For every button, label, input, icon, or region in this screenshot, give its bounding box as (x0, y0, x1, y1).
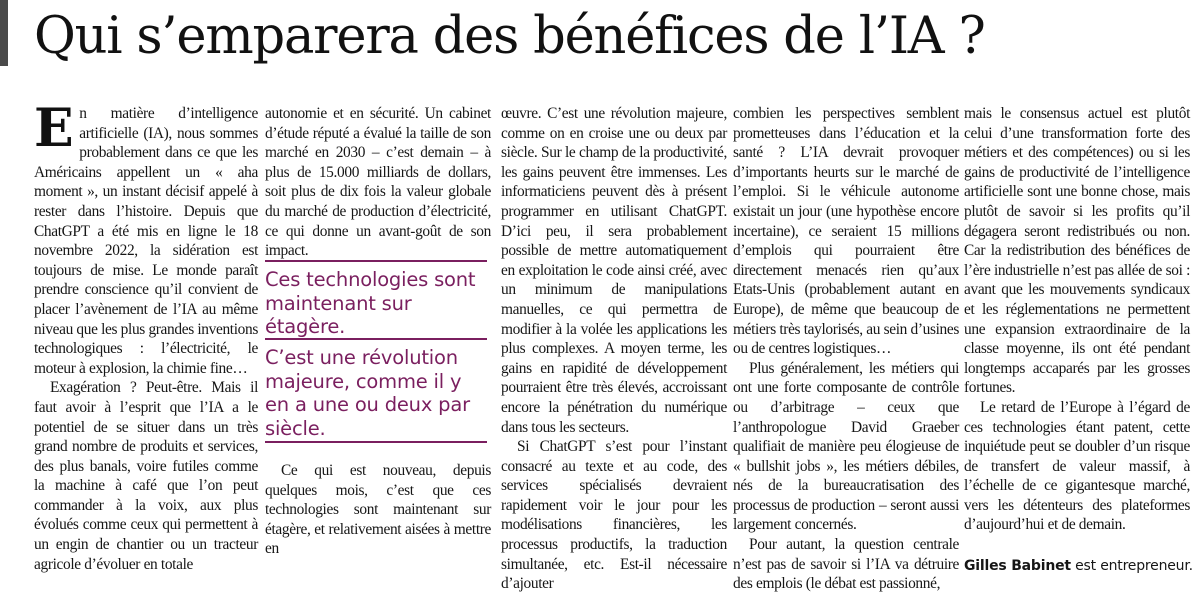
column-2 (265, 104, 491, 261)
byline (964, 557, 1193, 577)
column-1 (34, 98, 258, 574)
pullquote-rule (265, 441, 487, 443)
column-3 (501, 104, 727, 594)
pullquote: C’est une révolution majeure, comme il y en a une ou deux par siècle. (265, 346, 470, 440)
paragraph: œuvre. C’est une révolution majeure, comme on en croise une ou deux par siècle. Sur le champ de la productivité, les gains peuvent être immenses. Les informaticiens peuvent dès à présent programmer en utilisant ChatGPT. D’ici peu, il sera probablement possible de mettre automatiquement en exploitation le code ainsi créé, avec un minimum de manipulations manuelles, ce qui permettra de modifier à la volée les applications les plus complexes. A moyen terme, les gains en rapidité de développement pourraient être très élevés, accroissant encore la pénétration du numérique dans tous les secteurs. (501, 105, 727, 436)
paragraph: Pour autant, la question centrale n’est pas de savoir si l’IA va détruire des emplois (le débat est passionné, (733, 536, 959, 593)
column-5 (964, 104, 1193, 577)
paragraph: Plus généralement, les métiers qui ont une forte composante de contrôle ou d’arbitrage – ceux que l’anthropologue David Graeber qualifiait de manière peu élogieuse de « bullshit jobs », les métiers débiles, nés de la bureaucratisation des processus de production – seront aussi largement concernés. (733, 359, 959, 534)
pullquote-rule (265, 260, 487, 262)
author-name: Gilles Babinet (964, 558, 1071, 575)
paragraph: mais le consensus actuel est plutôt celui d’une transformation forte des métiers et des compétences) ou si les gains de productivité de l’intelligence artificielle sont une bonne chose, mais plutôt de savoir si les profits qu’il dégagera seront redistribués ou non. Car la redistribution des bénéfices de l’ère industrielle n’est pas allée de soi : avant que les mouvements syndicaux et les réglementations ne permettent une expansion extraordinaire de la classe moyenne, ils ont été pendant longtemps accaparés par les grosses fortunes. (964, 105, 1190, 397)
paragraph: En matière d’intelligence artificielle (IA), nous sommes probablement dans ce que les Américains appellent un « aha moment », un instant décisif appelé à rester dans l’histoire. Depuis que ChatGPT a été mis en ligne le 18 novembre 2022, la sidération est toujours de mise. Le monde paraît prendre conscience qu’il convient de placer l’avènement de l’IA au même niveau que les plus grandes inventions technologiques : l’électricité, le moteur à explosion, la chimie fine… (34, 98, 258, 377)
column-2-continued (265, 461, 491, 559)
column-4 (733, 104, 959, 594)
paragraph: combien les perspectives semblent prometteuses dans l’éducation et la santé ? L’IA devrait provoquer d’importants heurts sur le marché de l’emploi. Si le véhicule autonome existait un jour (une hypothèse encore incertaine), ce seraient 15 millions d’emplois qui pourraient être directement menacés rien qu’aux Etats-Unis (probablement autant en Europe), de même que beaucoup de métiers très taylorisés, au sein d’usines ou de centres logistiques… (733, 105, 959, 358)
paragraph: Si ChatGPT s’est pour l’instant consacré au texte et au code, des services spécialisés devraient rapidement voir le jour pour les modélisations financières, les processus productifs, la traduction simultanée, etc. Est-il nécessaire d’ajouter (501, 438, 727, 593)
paragraph: Ce qui est nouveau, depuis quelques mois, c’est que ces technologies sont maintenant sur étagère, et relativement aisées à mettre en (265, 462, 491, 558)
section-marker (0, 0, 8, 66)
drop-cap: E (34, 98, 74, 159)
pullquote: Ces technologies sont maintenant sur étagère. (265, 268, 476, 338)
paragraph: autonomie et en sécurité. Un cabinet d’étude réputé a évalué la taille de son marché en 2030 – c’est demain – à plus de 15.000 milliards de dollars, soit plus de dix fois la valeur globale du marché de production d’électricité, ce qui donne un avant-goût de son impact. (265, 105, 491, 260)
paragraph: Exagération ? Peut-être. Mais il faut avoir à l’esprit que l’IA a le potentiel de se situer dans un très grand nombre de produits et services, des plus banals, voire futiles comme la machine à café que l’on peut commander à la voix, aux plus évolués comme ceux qui permettent à un engin de chantier ou un tracteur agricole d’évoluer en totale (34, 379, 258, 573)
paragraph: Le retard de l’Europe à l’égard de ces technologies étant patent, cette inquiétude peut se doubler d’un risque de transfert de valeur massif, à l’échelle de ce gigantesque marché, vers les détenteurs des plateformes d’aujourd’hui et de demain. (964, 398, 1190, 534)
headline: Qui s’emparera des bénéfices de l’IA ? (34, 7, 985, 66)
pullquote-rule (265, 338, 487, 340)
author-role: est entrepreneur. (1070, 558, 1193, 575)
